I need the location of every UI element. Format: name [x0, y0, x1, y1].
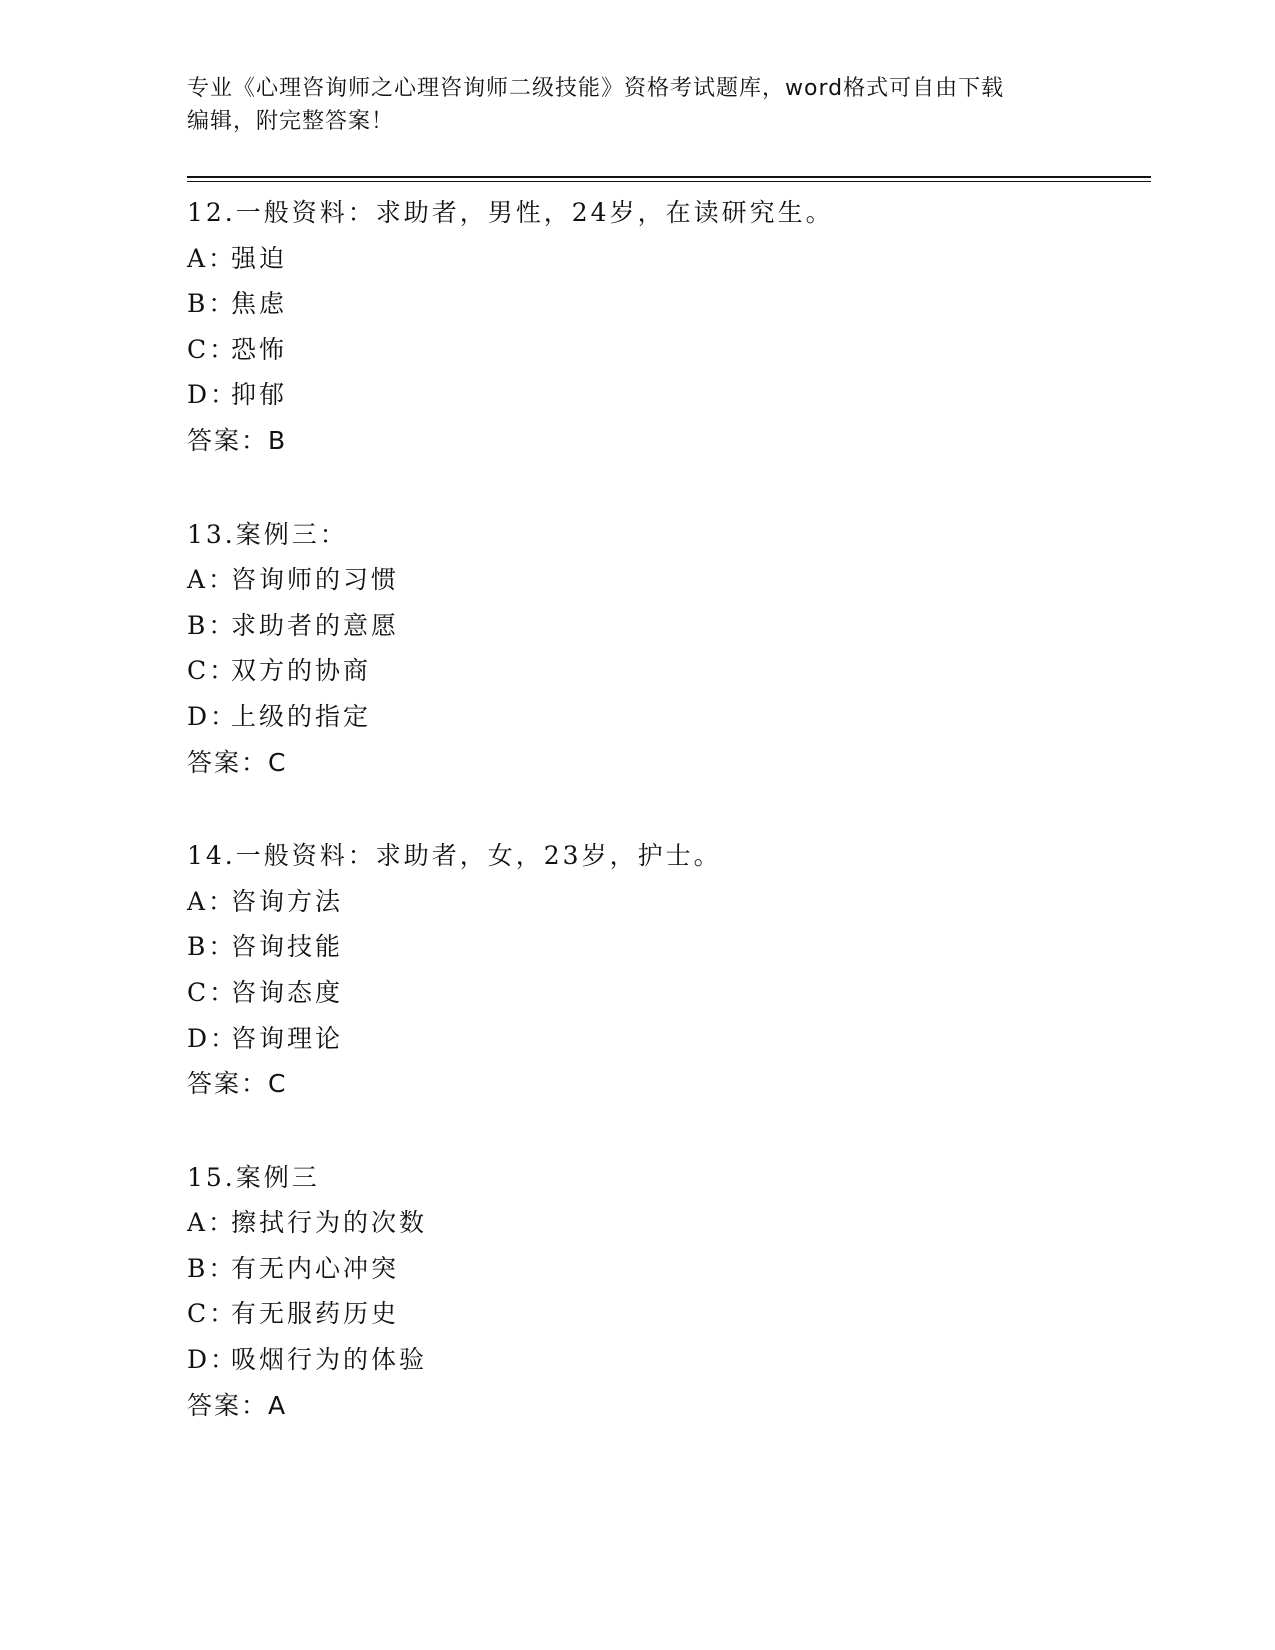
answer-line: 答案：C: [187, 747, 288, 777]
option-key: D：: [187, 1345, 239, 1375]
option-key: B：: [187, 289, 237, 319]
option-text: 强迫: [231, 243, 288, 273]
question-stem: 14.一般资料：求助者，女，23岁，护士。: [187, 841, 722, 871]
option-text: 恐怖: [231, 334, 288, 364]
option-c: [187, 327, 1147, 373]
option-b: [187, 281, 1147, 327]
option-key: C：: [187, 334, 238, 364]
option-a: [187, 1200, 1147, 1246]
option-a: [187, 557, 1147, 603]
question-list: [187, 190, 1147, 1476]
question-13: [187, 512, 1147, 786]
option-a: [187, 236, 1147, 282]
option-d: [187, 372, 1147, 418]
option-key: A：: [187, 243, 237, 273]
option-text: 求助者的意愿: [231, 610, 400, 640]
option-key: B：: [187, 1253, 237, 1283]
option-text: 擦拭行为的次数: [231, 1208, 428, 1238]
question-12: [187, 190, 1147, 464]
option-text: 咨询理论: [231, 1023, 344, 1053]
option-text: 焦虑: [231, 289, 288, 319]
option-text: 双方的协商: [231, 656, 372, 686]
option-key: B：: [187, 610, 237, 640]
option-key: C：: [187, 656, 238, 686]
option-key: A：: [187, 1208, 237, 1238]
option-key: B：: [187, 932, 237, 962]
answer-line: 答案：B: [187, 425, 288, 455]
document-header: [187, 72, 1087, 138]
header-divider: [187, 176, 1151, 178]
header-divider-thin: [187, 181, 1151, 182]
option-d: [187, 694, 1147, 740]
option-text: 咨询师的习惯: [231, 565, 400, 595]
option-text: 咨询技能: [231, 932, 344, 962]
question-stem: 13.案例三：: [187, 519, 348, 549]
option-c: [187, 970, 1147, 1016]
option-text: 吸烟行为的体验: [231, 1345, 428, 1375]
option-text: 咨询态度: [231, 977, 344, 1007]
option-b: [187, 924, 1147, 970]
option-c: [187, 648, 1147, 694]
option-b: [187, 1246, 1147, 1292]
option-text: 上级的指定: [231, 701, 372, 731]
option-key: A：: [187, 565, 237, 595]
option-text: 有无内心冲突: [231, 1253, 400, 1283]
option-d: [187, 1016, 1147, 1062]
option-text: 咨询方法: [231, 886, 344, 916]
header-line-2: 编辑，附完整答案！: [187, 109, 395, 134]
question-stem: 12.一般资料：求助者，男性，24岁，在读研究生。: [187, 198, 834, 227]
question-15: [187, 1155, 1147, 1429]
option-a: [187, 879, 1147, 925]
option-key: D：: [187, 701, 239, 731]
question-14: [187, 833, 1147, 1107]
option-text: 有无服药历史: [231, 1299, 400, 1329]
option-c: [187, 1291, 1147, 1337]
option-key: D：: [187, 380, 239, 410]
option-key: C：: [187, 977, 238, 1007]
option-d: [187, 1337, 1147, 1383]
option-b: [187, 603, 1147, 649]
option-text: 抑郁: [231, 380, 288, 410]
answer-line: 答案：C: [187, 1069, 288, 1099]
question-stem: 15.案例三: [187, 1162, 320, 1192]
option-key: C：: [187, 1299, 238, 1329]
header-line-1: 专业《心理咨询师之心理咨询师二级技能》资格考试题库，word格式可自由下载: [187, 76, 1005, 101]
answer-line: 答案：A: [187, 1390, 288, 1420]
option-key: D：: [187, 1023, 239, 1053]
option-key: A：: [187, 886, 237, 916]
